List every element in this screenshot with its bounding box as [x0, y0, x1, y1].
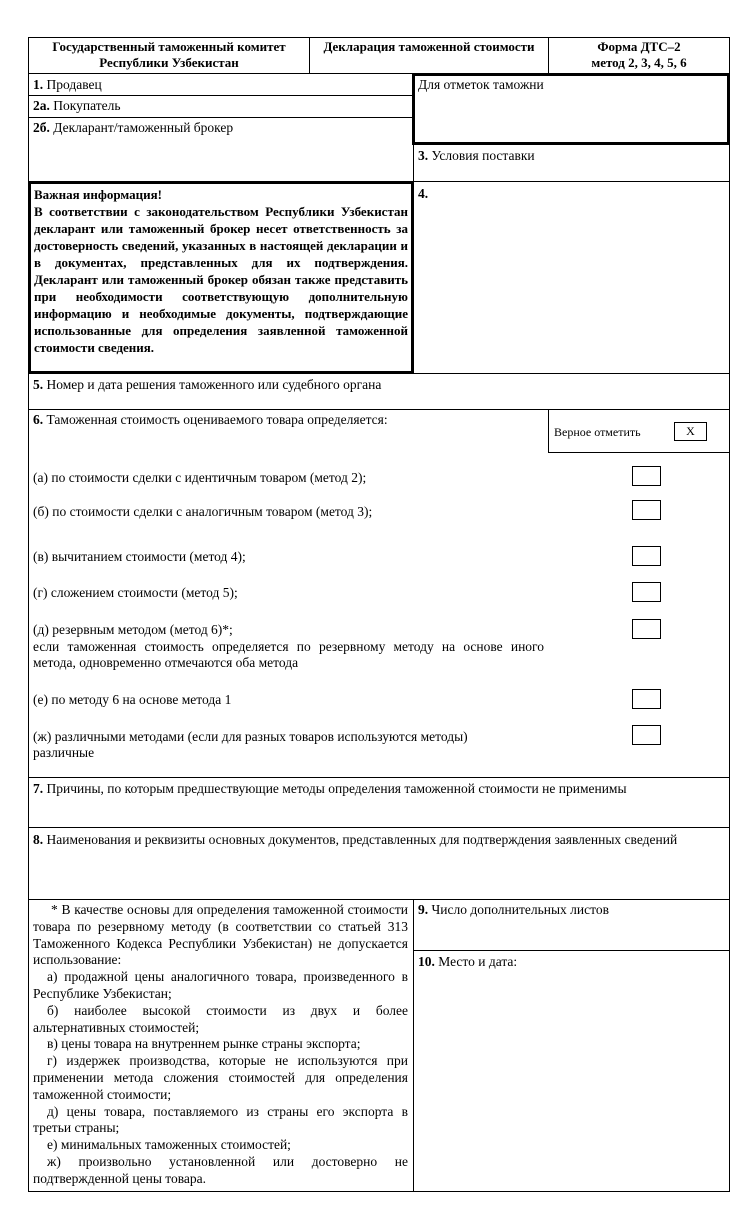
field-5-decision: 5. Номер и дата решения таможенного или судебного органа	[33, 377, 382, 392]
option-d-line1: (д) резервным методом (метод 6)*;	[33, 622, 233, 637]
footnote	[33, 902, 408, 1188]
section-6-title: 6. Таможенная стоимость оцениваемого товара определяется:	[33, 412, 388, 427]
row-7-top	[28, 777, 730, 778]
footnote-item: е) минимальных таможенных стоимостей;	[47, 1137, 291, 1153]
row-6-top	[28, 409, 730, 410]
footnote-item: д) цены товара, поставляемого из страны его экспорта в третьи страны;	[33, 1103, 408, 1136]
option-a: (а) по стоимости сделки с идентичным товаром (метод 2);	[33, 470, 367, 485]
important-info-text: В соответствии с законодательством Республики Узбекистан декларант или таможенный брокер несет ответственность за достоверность сведений, указанных в настоящей декларации и в документах, представленных для их подтверждения. Декларант или таможенный брокер обязан также представить при необходимости соответствующую дополнительную информацию и необходимые документы, подтверждающие использованные для определения заявленной таможенной стоимости сведения.	[34, 204, 408, 355]
option-zh: (ж) различными методами (если для разных товаров используются методы) различные	[33, 729, 468, 760]
row-10-top	[413, 950, 730, 951]
header-divider-2	[548, 37, 549, 73]
field-9-sheets: 9. Число дополнительных листов	[418, 902, 609, 917]
row-9-top	[28, 899, 730, 900]
field-7-reasons: 7. Причины, по которым предшествующие методы определения таможенной стоимости не применимы	[33, 781, 627, 796]
row-2a-line	[28, 117, 413, 118]
form-code-line2: метод 2, 3, 4, 5, 6	[591, 55, 687, 70]
field-8-documents: 8. Наименования и реквизиты основных документов, представленных для подтверждения заявленных сведений	[33, 832, 678, 847]
footnote-item: ж) произвольно установленной или достоверно не подтвержденной цены товара.	[33, 1153, 408, 1186]
mark-label: Верное отметить	[554, 425, 641, 439]
form-title: Декларация таможенной стоимости	[323, 39, 535, 54]
footnote-item: в) цены товара на внутреннем рынке страны экспорта;	[47, 1036, 361, 1052]
option-g: (г) сложением стоимости (метод 5);	[33, 585, 238, 600]
important-info-title: Важная информация!	[34, 187, 162, 202]
mark-box-bottom	[548, 452, 730, 453]
field-2b-declarant: 2б. Декларант/таможенный брокер	[33, 120, 234, 135]
field-1-seller: 1. Продавец	[33, 77, 102, 92]
field-2a-buyer: 2а. Покупатель	[33, 98, 121, 113]
checkbox-method-4[interactable]	[632, 546, 661, 566]
form-code-line1: Форма ДТС–2	[597, 39, 681, 54]
customs-marks-label: Для отметок таможни	[418, 77, 544, 92]
row-5-top	[413, 373, 730, 374]
form-code	[550, 39, 728, 71]
footnote-intro: * В качестве основы для определения таможенной стоимости товара по резервному методу (в соответствии со статьей 313 Таможенного Кодекса Республики Узбекистан) не допускается использование:	[33, 902, 408, 968]
option-e: (е) по методу 6 на основе метода 1	[33, 692, 232, 707]
option-b: (б) по стоимости сделки с аналогичным товаром (метод 3);	[33, 504, 373, 519]
checkbox-method-6[interactable]	[632, 619, 661, 639]
committee-name: Государственный таможенный комитет Республики Узбекистан	[52, 39, 286, 70]
footnote-item: а) продажной цены аналогичного товара, произведенного в Республике Узбекистан;	[33, 969, 408, 1001]
mark-example-box: X	[674, 422, 707, 441]
field-4: 4.	[418, 186, 429, 201]
footnote-item: б) наиболее высокой стоимости из двух и более альтернативных стоимостей;	[33, 1002, 408, 1035]
option-v: (в) вычитанием стоимости (метод 4);	[33, 549, 246, 564]
row-8-top	[28, 827, 730, 828]
checkbox-method-2[interactable]	[632, 466, 661, 486]
bottom-split	[413, 899, 414, 1192]
footnote-item: г) издержек производства, которые не используются при применении метода сложения стоимостей для определения таможенной стоимости;	[33, 1053, 408, 1102]
field-3-delivery-terms: 3. Условия поставки	[418, 148, 535, 163]
row-1-line	[28, 95, 413, 96]
field-10-place-date: 10. Место и дата:	[418, 954, 518, 969]
option-d-line2: если таможенная стоимость определяется по резервному методу на основе иного метода, одновременно отмечаются оба метода	[33, 639, 544, 670]
checkbox-various-methods[interactable]	[632, 725, 661, 745]
header-divider-1	[309, 37, 310, 73]
mark-box-left	[548, 409, 549, 452]
checkbox-method-6-on-1[interactable]	[632, 689, 661, 709]
checkbox-method-5[interactable]	[632, 582, 661, 602]
checkbox-method-3[interactable]	[632, 500, 661, 520]
